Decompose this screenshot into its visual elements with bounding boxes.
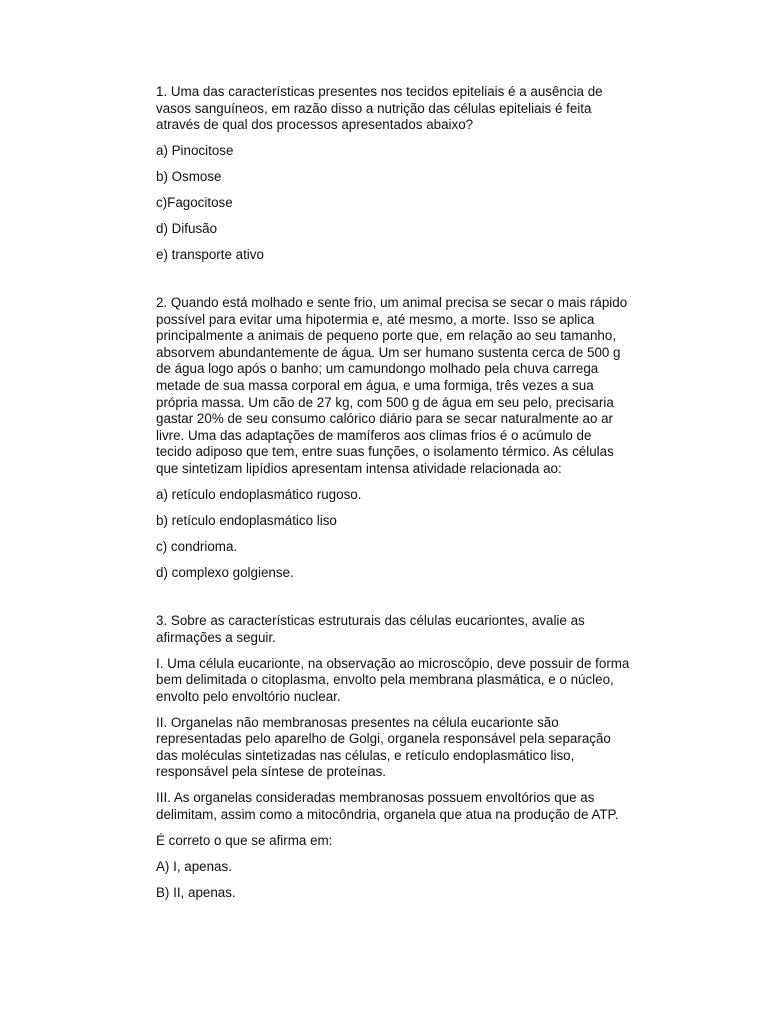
question-1-option-c: c)Fagocitose [156,195,233,211]
question-3 [156,613,666,902]
question-2-option-d: d) complexo golgiense. [156,564,294,580]
question-1-option-d: d) Difusão [156,221,218,237]
question-3-statement-i: I. Uma célula eucarionte, na observação ao microscópio, deve possuir de forma bem delimitada o citoplasma, envolto pela membrana plasmática, e o núcleo, envolto pelo envoltório nuclear. [156,655,630,704]
question-3-prompt: É correto o que se afirma em: [156,833,333,849]
question-3-stem: 3. Sobre as características estruturais das células eucariontes, avalie as afirmações a seguir. [156,612,585,645]
question-2-option-a: a) retículo endoplasmático rugoso. [156,487,362,503]
question-1 [156,84,666,264]
question-1-option-a: a) Pinocitose [156,143,234,159]
question-3-statement-ii: II. Organelas não membranosas presentes na célula eucarionte são representadas pelo aparelho de Golgi, organela responsável pela separação das moléculas sintetizadas nas células, e retículo endoplasmático liso, responsável pela síntese de proteínas. [156,714,611,780]
question-3-option-a: A) I, apenas. [156,859,232,875]
question-3-option-b: B) II, apenas. [156,885,236,901]
question-1-option-b: b) Osmose [156,169,222,185]
question-2-option-c: c) condrioma. [156,538,238,554]
spacer [156,273,666,295]
question-3-statement-iii: III. As organelas consideradas membranosas possuem envoltórios que as delimitam, assim como a mitocôndria, organela que atua na produção de ATP. [156,790,619,823]
question-2-stem: 2. Quando está molhado e sente frio, um animal precisa se secar o mais rápido possível para evitar uma hipotermia e, até mesmo, a morte. Isso se aplica principalmente a animais de pequeno porte que, em relação ao seu tamanho, absorvem abundantemente de água. Um ser humano sustenta cerca de 500 g de água logo após o banho; um camundongo molhado pela chuva carrega metade de sua massa corporal em água, e uma formiga, três vezes a sua própria massa. Um cão de 27 kg, com 500 g de água em seu pelo, precisaria gastar 20% de seu consumo calórico diário para se secar naturalmente ao ar livre. Uma das adaptações de mamíferos aos climas frios é o acúmulo de tecido adiposo que tem, entre suas funções, o isolamento térmico. As células que sintetizam lipídios apresentam intensa atividade relacionada ao: [156,295,628,477]
document-content [156,84,666,911]
question-2 [156,295,666,581]
question-1-option-e: e) transporte ativo [156,247,264,263]
question-2-option-b: b) retículo endoplasmático liso [156,513,337,528]
question-1-stem: 1. Uma das características presentes nos tecidos epiteliais é a ausência de vasos sanguíneos, em razão disso a nutrição das células epiteliais é feita através de qual dos processos apresentados abaixo? [156,84,603,133]
spacer [156,591,666,613]
